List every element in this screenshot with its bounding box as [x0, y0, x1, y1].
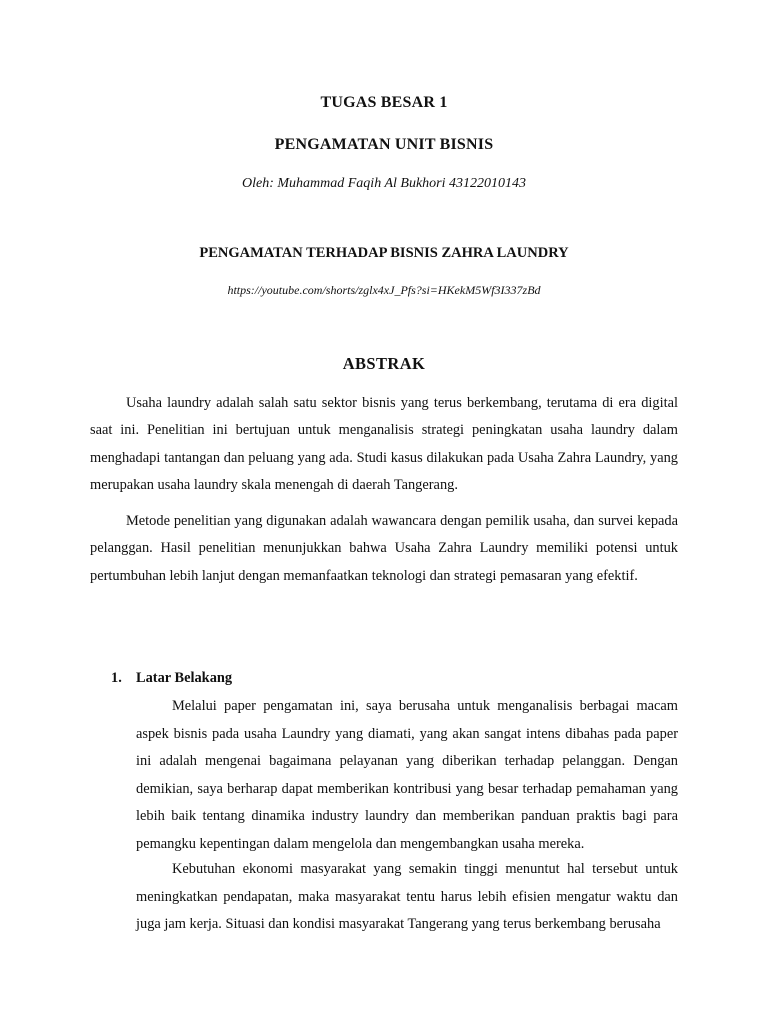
- section-paragraph-1: Melalui paper pengamatan ini, saya berusaha untuk menganalisis berbagai macam aspek bisnis pada usaha Laundry yang diamati, yang akan sangat intens dibahas pada paper ini adalah mengenai bagaimana pelayanan yang diberikan terhadap pelanggan. Dengan demikian, saya berharap dapat memberikan kontribusi yang besar terhadap pemahaman yang lebih baik tentang dinamika industry laundry dan memberikan panduan praktis bagi para pemangku kepentingan dalam mengelola dan mengembangkan usaha mereka.: [136, 698, 678, 852]
- section-heading: Latar Belakang: [136, 670, 233, 686]
- abstract-paragraph-2: Metode penelitian yang digunakan adalah wawancara dengan pemilik usaha, dan survei kepada pelanggan. Hasil penelitian menunjukkan bahwa Usaha Zahra Laundry memiliki potensi untuk pertumbuhan lebih lanjut dengan memanfaatkan teknologi dan strategi pemasaran yang efektif.: [90, 513, 678, 584]
- subject-title: PENGAMATAN TERHADAP BISNIS ZAHRA LAUNDRY: [199, 245, 569, 261]
- abstract-paragraph-1: Usaha laundry adalah salah satu sektor bisnis yang terus berkembang, terutama di era digital saat ini. Penelitian ini bertujuan untuk menganalisis strategi peningkatan usaha laundry dalam menghadapi tantangan dan peluang yang ada. Studi kasus dilakukan pada Usaha Zahra Laundry, yang merupakan usaha laundry skala menengah di daerah Tangerang.: [90, 395, 678, 493]
- section-paragraph-2: Kebutuhan ekonomi masyarakat yang semakin tinggi menuntut hal tersebut untuk meningkatkan pendapatan, maka masyarakat tentu harus lebih efisien mengatur waktu dan juga jam kerja. Situasi dan kondisi masyarakat Tangerang yang terus berkembang berusaha: [136, 861, 678, 932]
- author-line: Oleh: Muhammad Faqih Al Bukhori 43122010143: [242, 176, 526, 191]
- document-subtitle: PENGAMATAN UNIT BISNIS: [274, 136, 494, 153]
- section-number: 1.: [111, 670, 122, 686]
- document-title: TUGAS BESAR 1: [320, 94, 448, 111]
- source-url: https://youtube.com/shorts/zglx4xJ_Pfs?si=HKekM5Wf3I337zBd: [227, 283, 541, 297]
- abstract-heading: ABSTRAK: [342, 354, 426, 373]
